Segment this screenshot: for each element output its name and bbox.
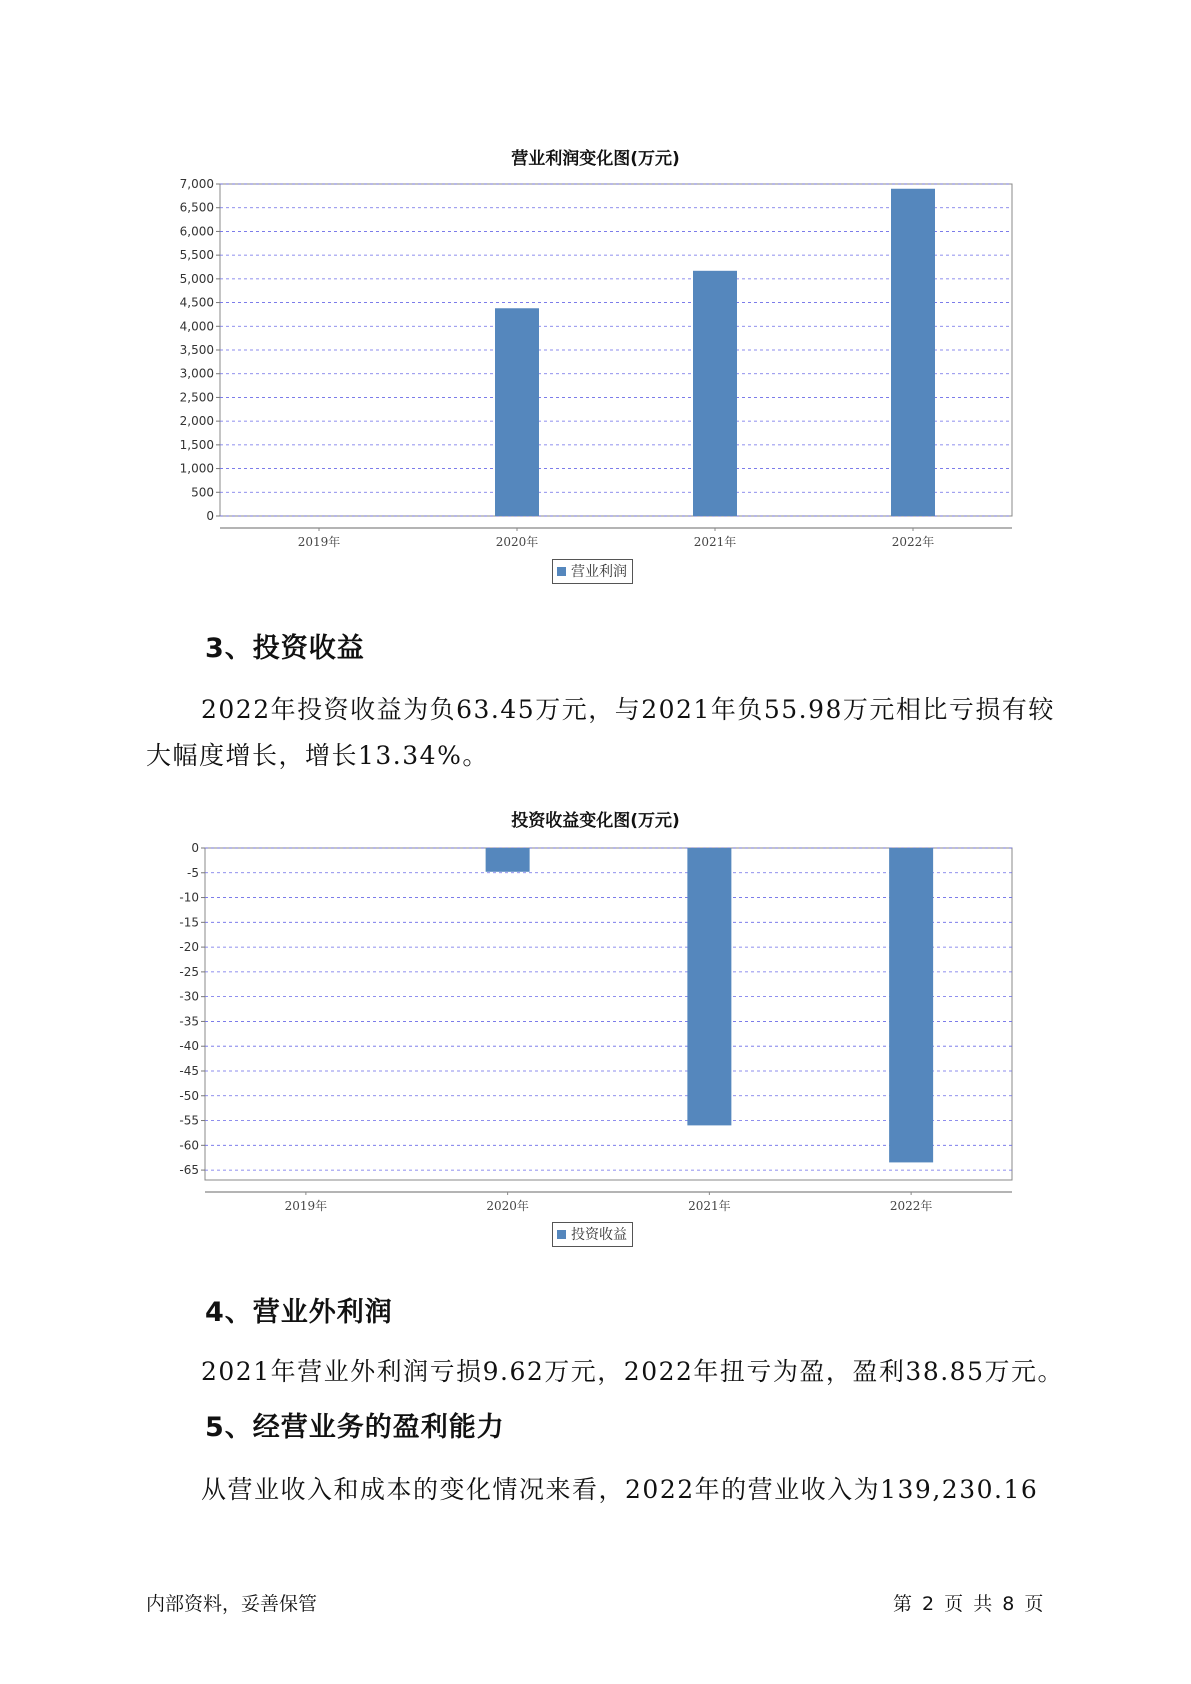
y-tick-label: -40 [179,1039,199,1054]
y-tick-label: -25 [179,964,199,979]
y-tick-label: 5,500 [179,248,214,263]
bar [486,848,530,872]
x-tick-label: 2022年 [891,535,935,549]
y-tick-label: 0 [191,841,199,855]
y-tick-label: -35 [179,1014,199,1029]
y-tick-label: 6,000 [179,224,214,239]
section-heading-profitability: 5、经营业务的盈利能力 [205,1412,505,1443]
y-tick-label: 3,000 [179,366,214,381]
x-tick-label: 2019年 [284,1199,328,1213]
y-tick-label: -10 [179,890,199,905]
legend-swatch [557,1230,566,1239]
chart-title-investment-income: 投资收益变化图(万元) [511,811,680,831]
x-tick-label: 2019年 [297,535,341,549]
legend-label: 营业利润 [571,564,627,580]
x-tick-label: 2020年 [486,1199,529,1213]
chart-title-operating-profit: 营业利润变化图(万元) [511,149,680,169]
y-tick-label: 1,000 [179,461,214,476]
y-tick-label: -20 [179,940,199,955]
y-tick-label: -30 [179,989,199,1004]
section-heading-investment-income: 3、投资收益 [205,633,365,664]
legend-label: 投资收益 [571,1227,627,1243]
y-tick-label: 2,500 [179,390,214,405]
bar [889,848,933,1162]
paragraph-line: 2021年营业外利润亏损9.62万元，2022年扭亏为盈，盈利38.85万元。 [201,1357,1064,1386]
y-tick-label: -15 [179,915,199,930]
y-tick-label: 6,500 [179,200,214,215]
footer-confidential-note: 内部资料，妥善保管 [146,1593,318,1615]
y-tick-label: 4,000 [179,319,214,334]
y-tick-label: 2,000 [179,414,214,429]
y-tick-label: -50 [179,1088,199,1103]
paragraph-line: 从营业收入和成本的变化情况来看，2022年的营业收入为139,230.16 [201,1475,1039,1504]
y-tick-label: 1,500 [179,437,214,452]
footer-page-number: 第 2 页 共 8 页 [893,1593,1044,1615]
y-tick-label: 7,000 [179,177,214,191]
paragraph-line: 2022年投资收益为负63.45万元，与2021年负55.98万元相比亏损有较 [201,695,1055,724]
x-tick-label: 2021年 [688,1199,731,1213]
y-tick-label: -65 [179,1163,199,1178]
x-tick-label: 2020年 [495,535,539,549]
x-tick-label: 2022年 [889,1199,933,1213]
y-tick-label: -45 [179,1063,199,1078]
y-tick-label: 5,000 [179,271,214,286]
section-heading-non-operating-profit: 4、营业外利润 [205,1297,393,1328]
y-tick-label: -5 [187,865,199,880]
bar [687,848,731,1125]
y-tick-label: 0 [206,509,214,523]
y-tick-label: 500 [191,485,214,500]
y-tick-label: 3,500 [179,343,214,357]
legend-investment-income [552,1222,633,1247]
y-tick-label: -60 [179,1138,199,1153]
paragraph-line: 大幅度增长，增长13.34%。 [146,741,489,770]
y-tick-label: -55 [179,1113,199,1128]
x-tick-label: 2021年 [693,535,737,549]
y-tick-label: 4,500 [179,295,214,310]
